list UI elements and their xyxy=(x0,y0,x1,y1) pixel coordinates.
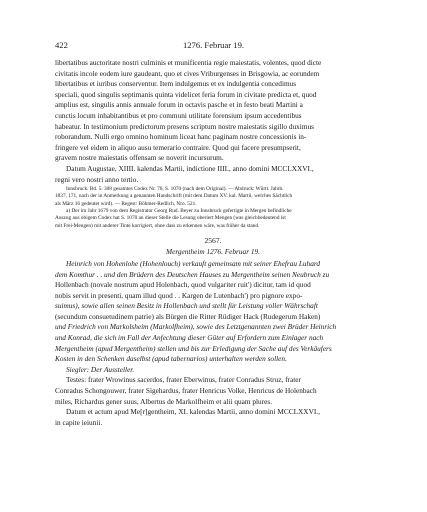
text-line: fringere vel eidem in aliquo ausu temerario contraire. Quod qui facere presumpserit, xyxy=(55,142,301,152)
text-line: Datum Augustae, XIIII. kalendas Martii, indictione IIII., anno domini MCCLXXVI., xyxy=(66,163,314,173)
text-line: regni vero nostri anno tertio. xyxy=(55,174,139,184)
document-number: 2567. xyxy=(204,235,222,245)
datum-line: Datum et actum apud Me[r]gentheim, XI. kalendas Martii, anno domini MCCLXXVI., xyxy=(66,407,320,417)
text-line: gravem nostre maiestatis offensam se noverit incursurum. xyxy=(55,153,224,163)
continued-charter-text xyxy=(55,58,371,185)
text-line: habeatur. In testimonium predictorum presens scriptum nostre maiestatis sigillo duximus xyxy=(55,121,314,131)
regest-line: suimus), sowie allen seinen Besitz in Hollenbach und stellt für Leistung voller Währschaft xyxy=(55,301,318,311)
apparatus-line: mit Frei-Mengen) mit anderer Tinte korrigiert, ohne dass zu erkennen wäre, was früher da stand. xyxy=(55,222,260,229)
apparatus-line: 1837, 171, nach der in Anmerkung a genannten Handschrift (mit dem Datum XV. kal. Martii, welches Sächtlich xyxy=(55,193,293,200)
page-header xyxy=(55,40,372,54)
document-dateline: Mergentheim 1276. Februar 19. xyxy=(166,247,260,257)
text-line: civitatis incole eodem iure gaudeant, quo et cives Vriburgenses in Brisgowia, ac eorundem xyxy=(55,68,320,78)
regest-line: Hollenbach (novale nostrum apud Holenbach, quod vulgariter ruit') dicitur, tam id quod xyxy=(55,280,311,290)
apparatus-line: Auszug aus obigem Codex hat S. 1070 an dieser Stelle die Lesung oberiert Mengen (was gleichbedeutend ist xyxy=(55,215,286,222)
running-title: 1276. Februar 19. xyxy=(182,40,245,50)
testes-section xyxy=(55,375,371,428)
apparatus-line: als März 16 gedeutet wird). — Regest: Böhmer-Redlich, Nro. 521. xyxy=(55,200,197,207)
text-line: libertatibus et iuribus conserventur. Item indulgemus et ex indulgentia concedimus xyxy=(55,79,297,89)
text-line: amplius est, singulis annis annuale forum in octavis pasche et in festo beati Martini a xyxy=(55,100,303,110)
testes-line: miles, Richardus gener suus, Albertus de Markolfheim et alii quam plures. xyxy=(55,396,273,406)
apparatus-line: a) Der im Jahr 1679 von dem Registrator Georg Rud. Beyer zu Innsbruck gefertigte in Mergen befindliche xyxy=(66,208,292,215)
regest-line: Kosten in den Schenken daselbst (apud tabernarios) unterhalten werden sollen. xyxy=(55,354,287,364)
testes-line: Testes: frater Wrowinus sacerdos, frater Eberwinus, frater Conradus Struz, frater xyxy=(66,375,301,385)
page-number: 422 xyxy=(55,40,68,50)
critical-apparatus xyxy=(55,186,371,230)
regest-line: nobis servit in presenti, quam illud quod . . Kargen de Lutenbach') pro pignore expo- xyxy=(55,290,303,300)
text-line: libertatibus auctoritate nostri culminis et munificentia regie maiestatis, volentes, quod dicte xyxy=(55,58,322,67)
regest-line: dem Komthur . . und den Brüdern des Deutschen Hauses zu Mergentheim seinen Neubruch zu xyxy=(55,269,330,279)
regest-line: und Friedrich von Markolsheim (Markolfheim), sowie des Letztgenannten zwei Brüder Heinrich xyxy=(55,322,337,332)
sealer-line: Siegler: Der Aussteller. xyxy=(66,364,135,374)
regest-line: Heinrich von Hohenlohe (Hohenlouch) verkauft gemeinsam mit seiner Ehefrau Luhard xyxy=(66,258,321,268)
datum-line: in capite ieiunii. xyxy=(55,417,103,427)
regest xyxy=(55,259,371,376)
regest-line: und Konrad, die sich im Fall der Anfechtung dieser Güter auf Erfordern zum Einlager nach xyxy=(55,333,324,343)
text-line: roborandum. Nulli ergo omnino hominum liceat hanc paginam nostre concessionis in- xyxy=(55,132,307,142)
testes-line: Conradus Schongouwer, frater Sigehardus, frater Henricus Volke, Henricus de Holenbach xyxy=(55,386,317,396)
regest-line: (secundum consuetudinem patrie) als Bürgen die Ritter Rüdiger Hack (Rudegerum Haken) xyxy=(55,311,321,321)
page-body xyxy=(55,58,371,428)
text-line: cunctis locum inhabitantibus et pro communi utilitate forensium ipsum accedentibus xyxy=(55,110,302,120)
text-line: speciali, quod singulis septimanis quinta videlicet feria forum in civitate predicta et, quod xyxy=(55,89,317,99)
regest-line: Mergentheim (apud Mergentheim) stellen und bis zur Erledigung der Sache auf des Verkäufers xyxy=(55,343,332,353)
apparatus-line: Innsbruck. Bd. 5. 308 gesamtes Codex Nr. 76, S. 1070 (nach dem Original). — Abdruck: Württ. Jahrb. xyxy=(66,186,284,193)
